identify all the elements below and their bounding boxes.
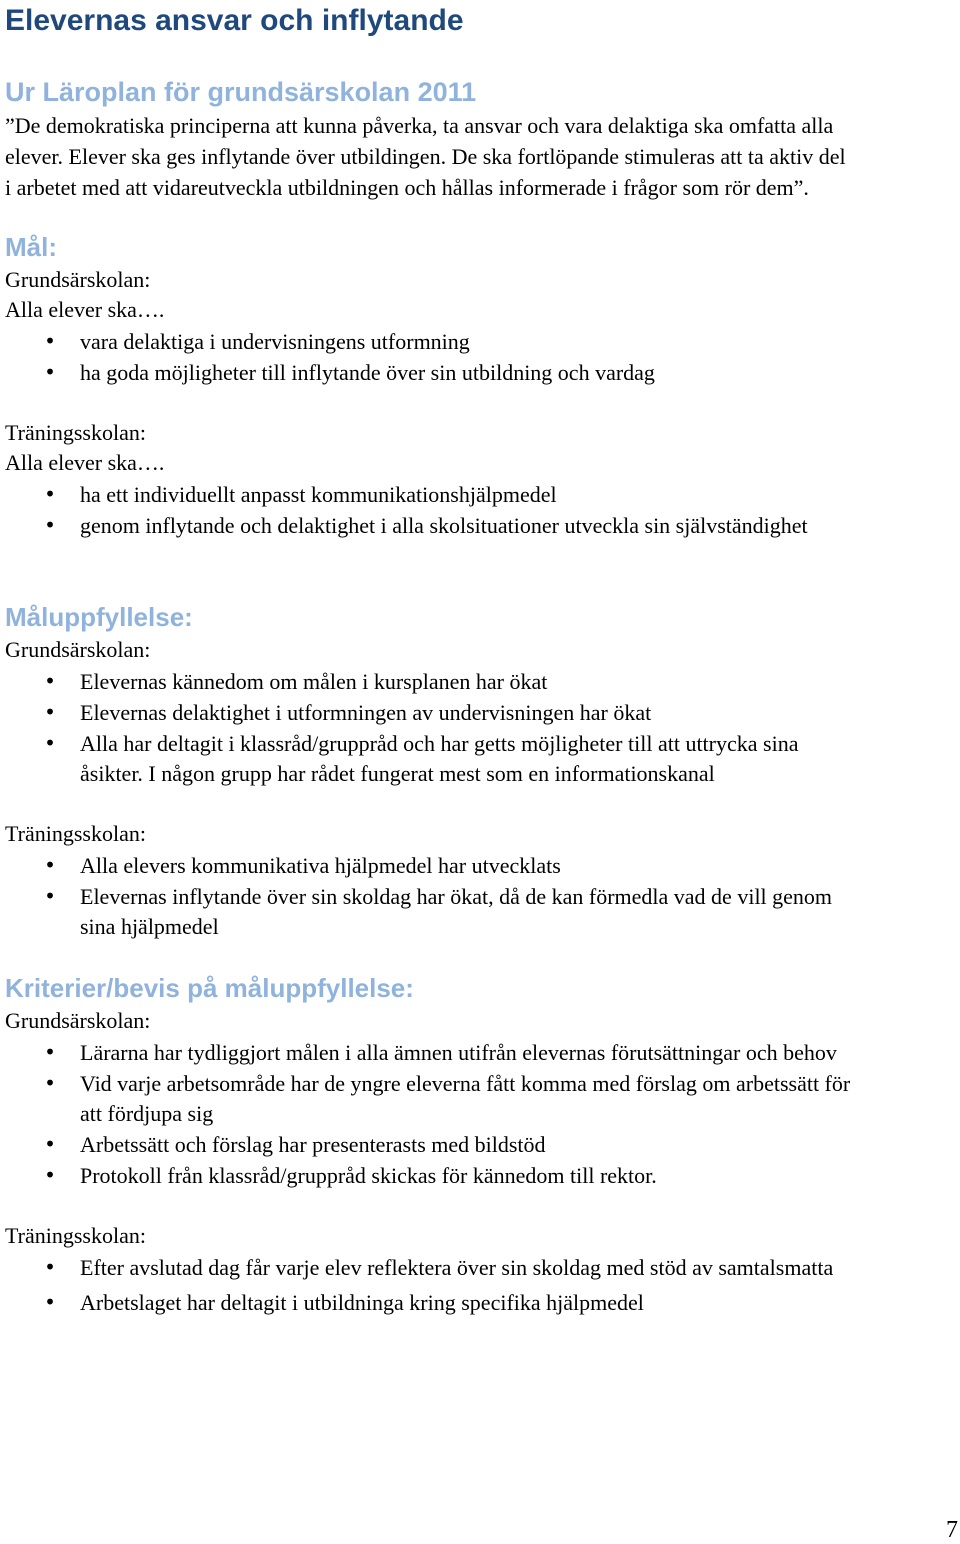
list-item: • ha ett individuellt anpasst kommunikationshjälpmedel	[80, 479, 960, 510]
bullet-icon: •	[44, 669, 56, 693]
list-item-continuation: att fördjupa sig	[80, 1101, 214, 1126]
bullet-icon: •	[44, 1290, 56, 1314]
list-item: • genom inflytande och delaktighet i alla skolsituationer utveckla sin självständighet	[80, 510, 960, 541]
bullet-icon: •	[44, 329, 56, 353]
bullet-icon: •	[44, 513, 56, 537]
list-item: • Arbetslaget har deltagit i utbildninga kring specifika hjälpmedel	[80, 1287, 960, 1318]
bullet-icon: •	[44, 731, 56, 755]
intro-alla-elever: Alla elever ska….	[5, 450, 165, 475]
label-grundsarskolan: Grundsärskolan:	[5, 267, 151, 292]
quote-line-2: elever. Elever ska ges inflytande över utbildingen. De ska fortlöpande stimuleras att ta aktiv del	[5, 144, 846, 169]
heading-laroplan: Ur Läroplan för grundsärskolan 2011	[5, 77, 477, 107]
list-item: • Efter avslutad dag får varje elev reflektera över sin skoldag med stöd av samtalsmatta	[80, 1252, 960, 1283]
bullet-icon: •	[44, 700, 56, 724]
quote-line-3: i arbetet med att vidareutveckla utbildningen och hållas informerade i frågor som rör dem”.	[5, 175, 809, 200]
label-traningsskolan: Träningsskolan:	[5, 1223, 146, 1248]
list-item: • Vid varje arbetsområde har de yngre eleverna fått komma med förslag om arbetssätt för	[80, 1068, 960, 1099]
list-item: • ha goda möjligheter till inflytande över sin utbildning och vardag	[80, 357, 960, 388]
list-item: • Elevernas delaktighet i utformningen av undervisningen har ökat	[80, 697, 960, 728]
bullet-icon: •	[44, 1071, 56, 1095]
heading-maluppfyllelse: Måluppfyllelse:	[5, 602, 193, 632]
quote-line-1: ”De demokratiska principerna att kunna påverka, ta ansvar och vara delaktiga ska omfatta alla	[5, 113, 834, 138]
page-title: Elevernas ansvar och inflytande	[5, 4, 464, 37]
list-item: • Arbetssätt och förslag har presenterasts med bildstöd	[80, 1129, 960, 1160]
label-traningsskolan: Träningsskolan:	[5, 821, 146, 846]
list-item-continuation: åsikter. I någon grupp har rådet fungerat mest som en informationskanal	[80, 761, 715, 786]
list-item: • Alla har deltagit i klassråd/gruppråd och har getts möjligheter till att uttrycka sina	[80, 728, 960, 759]
label-traningsskolan: Träningsskolan:	[5, 420, 146, 445]
list-item: • Alla elevers kommunikativa hjälpmedel har utvecklats	[80, 850, 960, 881]
bullet-icon: •	[44, 1255, 56, 1279]
list-item: • Elevernas kännedom om målen i kursplanen har ökat	[80, 666, 960, 697]
list-item-continuation: sina hjälpmedel	[80, 914, 219, 939]
intro-alla-elever: Alla elever ska….	[5, 297, 165, 322]
bullet-icon: •	[44, 1132, 56, 1156]
list-item: • Lärarna har tydliggjort målen i alla ämnen utifrån elevernas förutsättningar och behov	[80, 1037, 960, 1068]
label-grundsarskolan: Grundsärskolan:	[5, 1008, 151, 1033]
heading-kriterier: Kriterier/bevis på måluppfyllelse:	[5, 973, 414, 1003]
bullet-icon: •	[44, 1040, 56, 1064]
bullet-icon: •	[44, 360, 56, 384]
bullet-icon: •	[44, 482, 56, 506]
list-item: • Elevernas inflytande över sin skoldag har ökat, då de kan förmedla vad de vill genom	[80, 881, 960, 912]
page-number: 7	[946, 1517, 958, 1543]
label-grundsarskolan: Grundsärskolan:	[5, 637, 151, 662]
list-item: • Protokoll från klassråd/gruppråd skickas för kännedom till rektor.	[80, 1160, 960, 1191]
bullet-icon: •	[44, 1163, 56, 1187]
heading-mal: Mål:	[5, 232, 57, 262]
list-item: • vara delaktiga i undervisningens utformning	[80, 326, 960, 357]
bullet-icon: •	[44, 884, 56, 908]
bullet-icon: •	[44, 853, 56, 877]
